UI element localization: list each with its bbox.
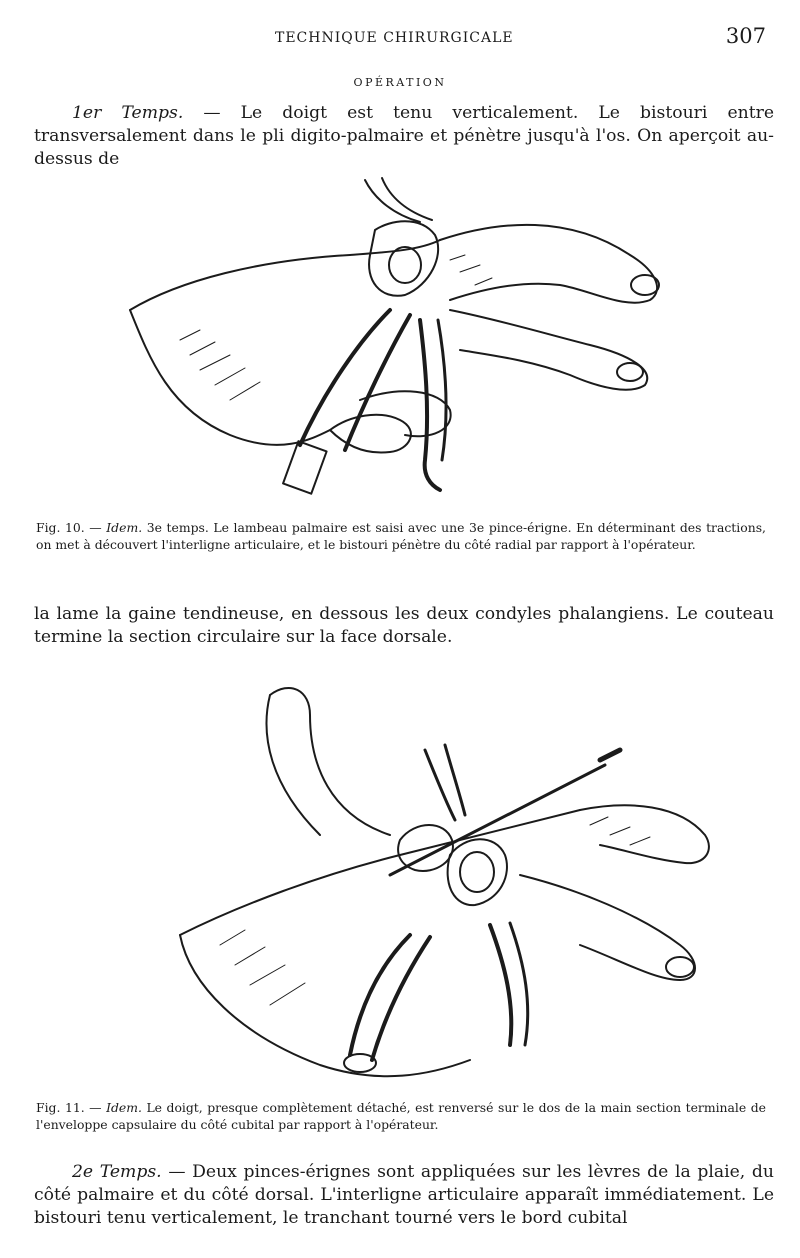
step-label: 1er Temps. bbox=[72, 103, 184, 123]
paragraph-text: — Le doigt est tenu verticalement. Le bistouri entre transversalement dans le pli digito-palmaire et pénètre jusqu'à l'os. On aperçoit au-dessus de bbox=[34, 103, 774, 169]
paragraph-text: la lame la gaine tendineuse, en dessous les deux condyles phalangiens. Le couteau termine la section circulaire sur la face dorsale. bbox=[34, 604, 774, 647]
running-title: TECHNIQUE CHIRURGICALE bbox=[275, 30, 514, 46]
figure-idem: Idem. bbox=[106, 1100, 142, 1115]
hand-with-forceps-icon bbox=[120, 160, 680, 505]
figure-caption-10: Fig. 10. — Idem. 3e temps. Le lambeau palmaire est saisi avec une 3e pince-érigne. En déterminant des tractions, on met à découvert l'interligne articulaire, et le bistouri pénètre du côté radial par rapport à l'opérateur. bbox=[36, 520, 766, 552]
figure-caption-text: Le doigt, presque complètement détaché, est renversé sur le dos de la main section terminale de l'enveloppe capsulaire du côté cubital par rapport à l'opérateur. bbox=[36, 1100, 766, 1132]
page-number: 307 bbox=[725, 24, 766, 48]
figure-caption-11: Fig. 11. — Idem. Le doigt, presque complètement détaché, est renversé sur le dos de la main section terminale de l'enveloppe capsulaire du côté cubital par rapport à l'opérateur. bbox=[36, 1100, 766, 1132]
figure-caption-text: 3e temps. Le lambeau palmaire est saisi avec une 3e pince-érigne. En déterminant des tractions, on met à découvert l'interligne articulaire, et le bistouri pénètre du côté radial par rapport à l'opérateur. bbox=[36, 520, 766, 552]
paragraph-continuation bbox=[34, 603, 774, 649]
paragraph-second-step bbox=[34, 1161, 774, 1230]
figure-idem: Idem. bbox=[106, 520, 143, 535]
figure-label: Fig. 10. bbox=[36, 520, 85, 535]
hand-with-scalpel-icon bbox=[160, 675, 720, 1095]
section-title: OPÉRATION bbox=[353, 76, 447, 89]
step-label: 2e Temps. bbox=[72, 1162, 162, 1182]
figure-label: Fig. 11. bbox=[36, 1100, 85, 1115]
paragraph-text: — Deux pinces-érignes sont appliquées sur les lèvres de la plaie, du côté palmaire et du côté dorsal. L'interligne articulaire apparaît immédiatement. Le bistouri tenu verticalement, le tranchant tourné vers le bord cubital bbox=[34, 1162, 774, 1228]
